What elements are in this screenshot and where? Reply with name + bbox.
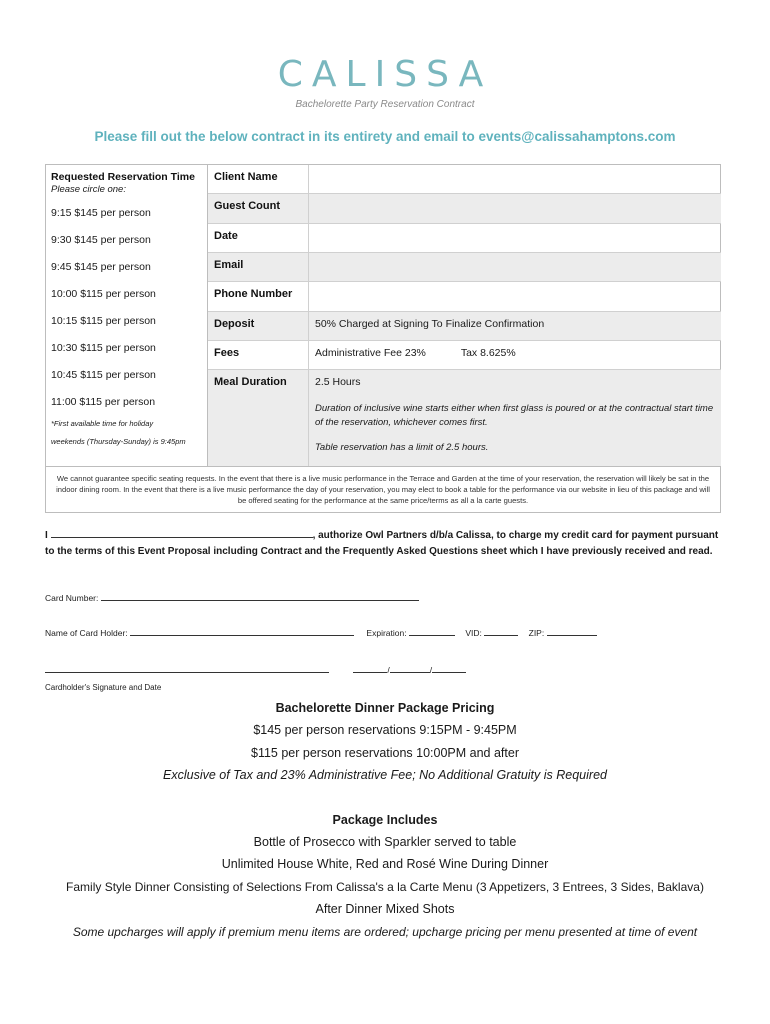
reservation-time-instruction: Please circle one: xyxy=(51,184,126,195)
pricing-line: $115 per person reservations 10:00PM and after xyxy=(251,745,519,760)
seating-disclaimer: We cannot guarantee specific seating requests. In the event that there is a live music performance in the Terrace and Garden at the time of your reservation, the reservation will likely be sat in the indoor dining room. In the event that there is a live music performance the day of your reservation, you may elect to book a table for the performance via our website in lieu of this package and will be offered seating for the performance at the same price/terms as all a la carte guests. xyxy=(46,466,720,512)
meal-duration-hours: 2.5 Hours xyxy=(315,376,361,388)
card-holder-row xyxy=(45,627,597,638)
meal-duration-value xyxy=(308,370,721,466)
time-option[interactable]: 10:45 $115 per person xyxy=(51,369,156,381)
guest-count-label: Guest Count xyxy=(214,200,280,212)
form-rows xyxy=(208,165,721,466)
holiday-note: *First available time for holiday xyxy=(51,419,154,428)
package-item: Bottle of Prosecco with Sparkler served to table xyxy=(253,834,517,849)
guest-count-field[interactable] xyxy=(308,194,721,223)
client-name-row xyxy=(208,165,721,194)
meal-duration-row xyxy=(208,370,721,466)
signature-label: Cardholder's Signature and Date xyxy=(45,683,162,692)
date-day-field[interactable] xyxy=(390,664,433,675)
time-option[interactable]: 9:45 $145 per person xyxy=(51,261,151,273)
zip-label: ZIP: xyxy=(528,628,545,638)
time-option[interactable]: 10:15 $115 per person xyxy=(51,315,156,327)
time-option[interactable]: 10:00 $115 per person xyxy=(51,288,156,300)
date-field[interactable] xyxy=(308,224,721,252)
fees-row xyxy=(208,341,721,370)
holiday-note: weekends (Thursday-Sunday) is 9:45pm xyxy=(51,437,186,446)
card-number-label: Card Number: xyxy=(45,593,99,603)
time-option[interactable]: 9:15 $145 per person xyxy=(51,207,151,219)
package-item: Unlimited House White, Red and Rosé Wine During Dinner xyxy=(221,857,549,871)
reservation-time-heading: Requested Reservation Time xyxy=(51,171,195,183)
vid-field[interactable] xyxy=(484,627,518,636)
upcharge-note: Some upcharges will apply if premium menu items are ordered; upcharge pricing per menu presented at time of event xyxy=(72,924,698,939)
authorizer-name-field[interactable] xyxy=(51,528,313,538)
pricing-section xyxy=(0,700,770,946)
phone-row xyxy=(208,282,721,312)
package-item: After Dinner Mixed Shots xyxy=(315,902,455,916)
fees-label: Fees xyxy=(214,347,240,359)
date-label: Date xyxy=(214,230,238,242)
payment-authorization xyxy=(45,528,725,559)
email-label: Email xyxy=(214,259,244,271)
meal-duration-label: Meal Duration xyxy=(214,376,287,388)
pricing-heading: Bachelorette Dinner Package Pricing xyxy=(275,701,495,715)
deposit-value: 50% Charged at Signing To Finalize Confirmation xyxy=(308,312,721,340)
pricing-line: $145 per person reservations 9:15PM - 9:45PM xyxy=(253,723,517,737)
vid-label: VID: xyxy=(465,628,482,638)
deposit-label: Deposit xyxy=(214,318,255,330)
instruction-text: Please fill out the below contract in its entirety and email to events@calissahamptons.com xyxy=(94,129,676,144)
date-year-field[interactable] xyxy=(429,664,466,675)
authorization-text: , authorize Owl Partners d/b/a Calissa, to charge my credit card for payment pursuant to the terms of this Event Proposal including Contract and the Frequently Asked Questions sheet which I have previously received and read. xyxy=(45,530,719,557)
zip-field[interactable] xyxy=(547,627,597,636)
contract-subtitle: Bachelorette Party Reservation Contract xyxy=(295,99,475,110)
client-name-field[interactable] xyxy=(308,165,721,193)
client-name-label: Client Name xyxy=(214,171,278,183)
brand-logo: CALISSA xyxy=(277,54,493,95)
expiration-field[interactable] xyxy=(409,627,455,636)
guest-count-row xyxy=(208,194,721,224)
pricing-note: Exclusive of Tax and 23% Administrative Fee; No Additional Gratuity is Required xyxy=(163,768,607,782)
date-row xyxy=(208,224,721,253)
card-holder-field[interactable] xyxy=(130,627,354,636)
table-limit-note: Table reservation has a limit of 2.5 hours. xyxy=(315,442,489,453)
email-field[interactable] xyxy=(308,253,721,281)
time-option[interactable]: 9:30 $145 per person xyxy=(51,234,151,246)
time-option[interactable]: 10:30 $115 per person xyxy=(51,342,156,354)
reservation-time-column xyxy=(46,165,208,466)
phone-field[interactable] xyxy=(308,282,721,311)
date-separator: / xyxy=(387,665,390,675)
card-holder-label: Name of Card Holder: xyxy=(45,628,128,638)
package-heading: Package Includes xyxy=(332,812,438,827)
signature-field[interactable] xyxy=(45,664,329,673)
authorization-prefix: I xyxy=(45,530,48,541)
phone-label: Phone Number xyxy=(214,288,293,300)
signature-row xyxy=(45,664,466,675)
tax-rate: Tax 8.625% xyxy=(460,347,516,359)
card-number-row xyxy=(45,592,419,603)
fees-value xyxy=(308,341,721,369)
reservation-form xyxy=(45,164,721,513)
admin-fee: Administrative Fee 23% xyxy=(315,347,426,359)
card-number-field[interactable] xyxy=(101,592,419,601)
date-separator: / xyxy=(429,665,433,675)
email-row xyxy=(208,253,721,282)
package-item: Family Style Dinner Consisting of Selections From Calissa's a la Carte Menu (3 Appetizers, 3 Entrees, 3 Sides, Baklava) xyxy=(66,879,704,894)
wine-duration-note: Duration of inclusive wine starts either when first glass is poured or at the contractual start time of the reservation, whichever comes first. xyxy=(315,403,714,428)
deposit-row xyxy=(208,312,721,341)
date-month-field[interactable] xyxy=(353,664,390,675)
time-option[interactable]: 11:00 $115 per person xyxy=(51,396,156,408)
expiration-label: Expiration: xyxy=(366,628,407,638)
